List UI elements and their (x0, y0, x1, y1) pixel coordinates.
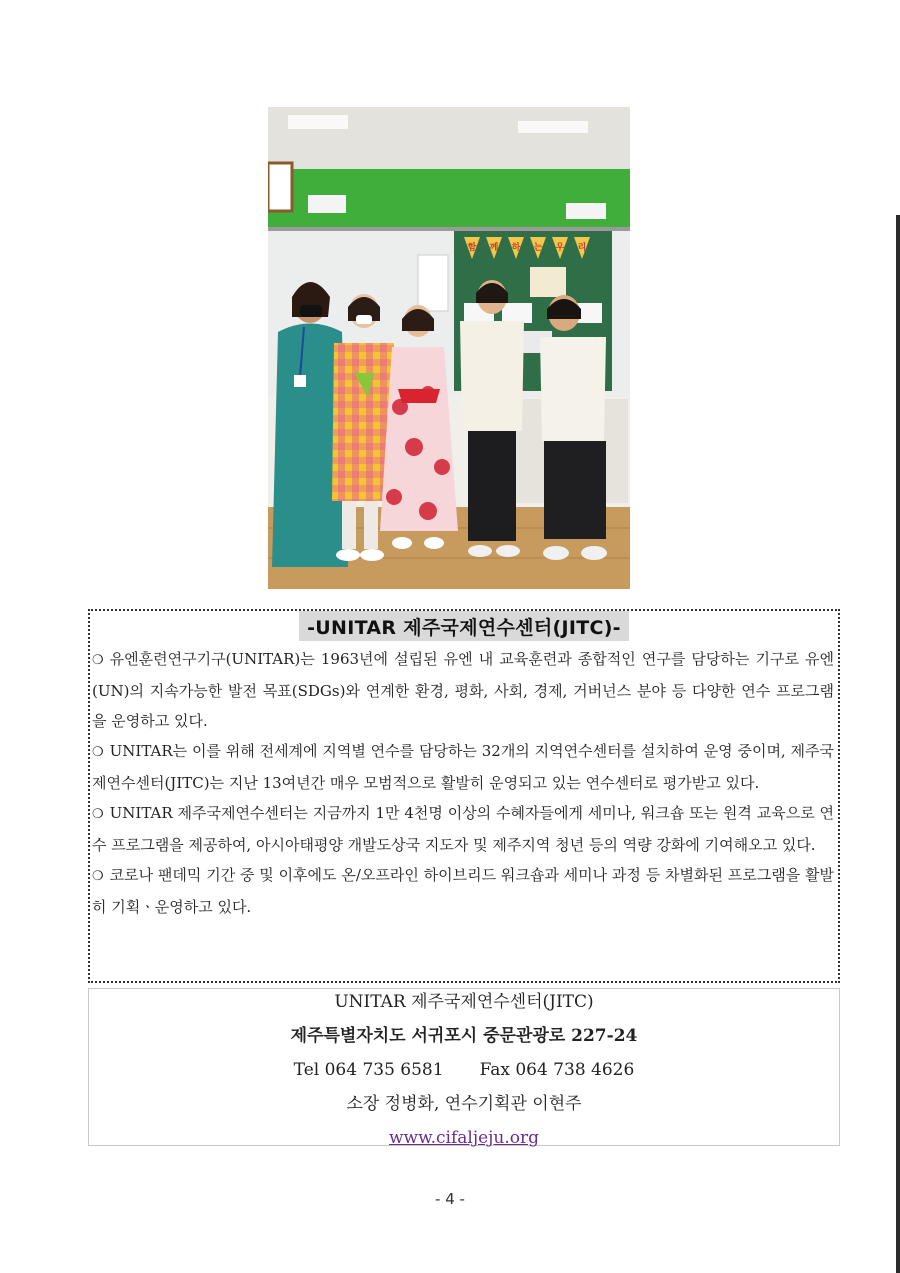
banner-letter: 리 (577, 243, 587, 253)
info-paragraph: ❍ UNITAR는 이를 위해 전세계에 지역별 연수를 담당하는 32개의 지역연수센터를 설치하여 운영 중이며, 제주국제연수센터(JITC)는 지난 13여년간 매우 모범적으로 활발히 운영되고 있는 연수센터로 평가받고 있다. (92, 736, 834, 798)
page-number: - 4 - (435, 1190, 465, 1208)
info-paragraphs (92, 644, 834, 922)
info-title: -UNITAR 제주국제연수센터(JITC)- (299, 611, 629, 641)
bullet-circle-icon: ❍ (92, 653, 104, 668)
contact-staff: 소장 정병화, 연수기획관 이현주 (346, 1094, 582, 1114)
banner-letter: 우 (555, 243, 565, 253)
contact-phone-line (89, 1053, 839, 1087)
contact-tel: Tel 064 735 6581 (293, 1060, 444, 1080)
contact-box (88, 988, 840, 1146)
classroom-photo (268, 107, 630, 589)
page-edge-divider (896, 215, 900, 1273)
classroom-photo-graphic (268, 107, 630, 589)
bullet-circle-icon: ❍ (92, 869, 104, 884)
contact-org: UNITAR 제주국제연수센터(JITC) (334, 992, 594, 1012)
contact-address: 제주특별자치도 서귀포시 중문관광로 227-24 (290, 1026, 638, 1046)
bullet-circle-icon: ❍ (92, 807, 104, 822)
contact-fax: Fax 064 738 4626 (479, 1060, 635, 1080)
info-paragraph: ❍ UNITAR 제주국제연수센터는 지금까지 1만 4천명 이상의 수혜자들에게 세미나, 워크숍 또는 원격 교육으로 연수 프로그램을 제공하여, 아시아태평양 개발도상국 지도자 및 제주지역 청년 등의 역량 강화에 기여해오고 있다. (92, 798, 834, 860)
banner-letter: 께 (489, 243, 499, 253)
banner-letter: 함 (467, 243, 477, 253)
info-paragraph: ❍ 코로나 팬데믹 기간 중 및 이후에도 온/오프라인 하이브리드 워크숍과 세미나 과정 등 차별화된 프로그램을 활발히 기획ㆍ운영하고 있다. (92, 860, 834, 922)
website-link[interactable]: www.cifaljeju.org (388, 1128, 540, 1148)
info-paragraph: ❍ 유엔훈련연구기구(UNITAR)는 1963년에 설립된 유엔 내 교육훈련과 종합적인 연구를 담당하는 기구로 유엔(UN)의 지속가능한 발전 목표(SDGs)와 연계한 환경, 평화, 사회, 경제, 거버넌스 분야 등 다양한 연수 프로그램을 운영하고 있다. (92, 644, 834, 736)
info-box (88, 609, 840, 983)
banner-letter: 하 (511, 243, 521, 253)
bullet-circle-icon: ❍ (92, 745, 104, 760)
banner-letter: 는 (533, 243, 543, 253)
